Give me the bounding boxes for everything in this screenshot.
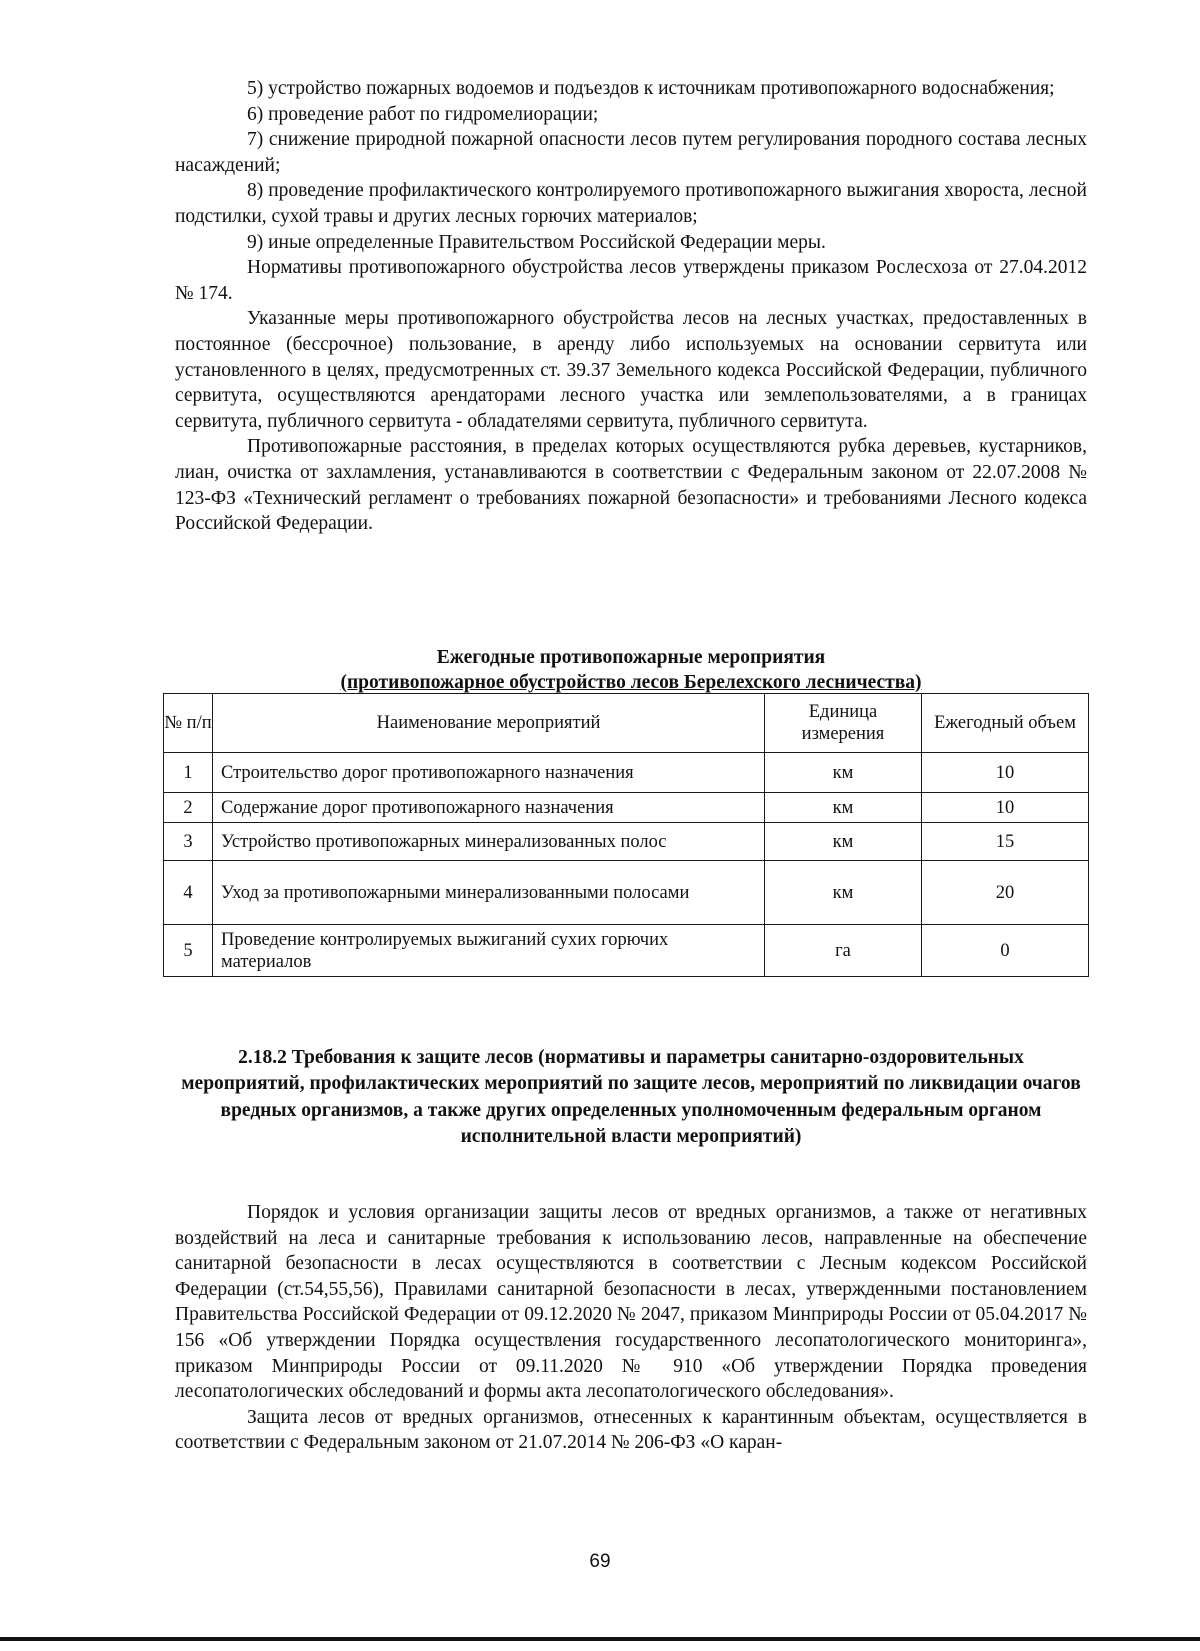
- row-number: 2: [164, 793, 213, 823]
- row-number: 1: [164, 753, 213, 793]
- paragraph-item-9: 9) иные определенные Правительством Российской Федерации меры.: [247, 231, 826, 253]
- row-volume: 10: [922, 753, 1089, 793]
- paragraph-item-5: 5) устройство пожарных водоемов и подъездов к источникам противопожарного водоснабжения;: [247, 78, 1055, 99]
- row-name: Строительство дорог противопожарного назначения: [213, 753, 765, 793]
- paragraph-item-7: 7) снижение природной пожарной опасности лесов путем регулирования породного состава лесных насаждений;: [175, 129, 1087, 176]
- row-volume: 20: [922, 861, 1089, 925]
- row-unit: га: [765, 925, 922, 977]
- table-row: [164, 861, 1089, 925]
- row-number: 3: [164, 823, 213, 861]
- bottom-border-line: [0, 1637, 1200, 1641]
- bottom-text-block: [175, 1200, 1087, 1456]
- header-volume: Ежегодный объем: [922, 694, 1089, 753]
- paragraph-forest-protection: Порядок и условия организации защиты лесов от вредных организмов, а также от негативных воздействий на леса и санитарные требования к использованию лесов, направленные на обеспечение санитарной безопасности в лесах осуществляются в соответствии с Лесным кодексом Российской Федерации (ст.54,55,56), Правилами санитарной безопасности в лесах, утвержденными постановлением Правительства Российской Федерации от 09.12.2020 № 2047, приказом Минприроды России от 05.04.2017 № 156 «Об утверждении Порядка осуществления государственного лесопатологического мониторинга», приказом Минприроды России от 09.11.2020 № 910 «Об утверждении Порядка проведения лесопатологических обследований и формы акта лесопатологического обследования».: [175, 1202, 1087, 1403]
- table-row: [164, 793, 1089, 823]
- paragraph-item-6: 6) проведение работ по гидромелиорации;: [247, 103, 599, 125]
- row-number: 4: [164, 861, 213, 925]
- paragraph-distances: Противопожарные расстояния, в пределах которых осуществляются рубка деревьев, кустарников, лиан, очистка от захламления, устанавливаются в соответствии с Федеральным законом от 22.07.2008 № 123-ФЗ «Технический регламент о требованиях пожарной безопасности» и требованиями Лесного кодекса Российской Федерации.: [175, 436, 1087, 535]
- top-text-block: [175, 76, 1087, 537]
- row-unit: км: [765, 861, 922, 925]
- row-name: Устройство противопожарных минерализованных полос: [213, 823, 765, 861]
- header-number: № п/п: [164, 694, 213, 753]
- row-unit: км: [765, 823, 922, 861]
- paragraph-norms: Нормативы противопожарного обустройства лесов утверждены приказом Рослесхоза от 27.04.2012 № 174.: [175, 257, 1087, 304]
- header-unit: Единица измерения: [765, 694, 922, 753]
- paragraph-item-8: 8) проведение профилактического контролируемого противопожарного выжигания хвороста, лесной подстилки, сухой травы и других лесных горючих материалов;: [175, 180, 1087, 227]
- table-title-line-2: (противопожарное обустройство лесов Берелехского лесничества): [340, 672, 922, 693]
- table-row: [164, 753, 1089, 793]
- row-name: Проведение контролируемых выжиганий сухих горючих материалов: [213, 925, 765, 977]
- table-row: [164, 823, 1089, 861]
- header-name: Наименование мероприятий: [213, 694, 765, 753]
- table-title-line-1: Ежегодные противопожарные мероприятия: [436, 647, 826, 668]
- row-volume: 0: [922, 925, 1089, 977]
- fire-measures-table: [163, 693, 1089, 977]
- paragraph-quarantine: Защита лесов от вредных организмов, отнесенных к карантинным объектам, осуществляется в соответствии с Федеральным законом от 21.07.2014 № 206-ФЗ «О каран-: [175, 1406, 1087, 1454]
- row-number: 5: [164, 925, 213, 977]
- row-unit: км: [765, 793, 922, 823]
- row-volume: 10: [922, 793, 1089, 823]
- table-row: [164, 925, 1089, 977]
- page-number: 69: [589, 1551, 611, 1572]
- table-title: [175, 645, 1087, 695]
- row-name: Уход за противопожарными минерализованными полосами: [213, 861, 765, 925]
- row-name: Содержание дорог противопожарного назначения: [213, 793, 765, 823]
- section-heading: 2.18.2 Требования к защите лесов (нормативы и параметры санитарно-оздоровительных мероприятий, профилактических мероприятий по защите лесов, мероприятий по ликвидации очагов вредных организмов, а также других определенных уполномоченным федеральным органом исполнительной власти мероприятий): [181, 1047, 1081, 1148]
- row-unit: км: [765, 753, 922, 793]
- paragraph-measures: Указанные меры противопожарного обустройства лесов на лесных участках, предоставленных в постоянное (бессрочное) пользование, в аренду либо используемых на основании сервитута или установленного в целях, предусмотренных ст. 39.37 Земельного кодекса Российской Федерации, публичного сервитута, осуществляются арендаторами лесного участка или землепользователями, а в границах сервитута, публичного сервитута - обладателями сервитута, публичного сервитута.: [175, 308, 1087, 432]
- row-volume: 15: [922, 823, 1089, 861]
- table-header-row: [164, 694, 1089, 753]
